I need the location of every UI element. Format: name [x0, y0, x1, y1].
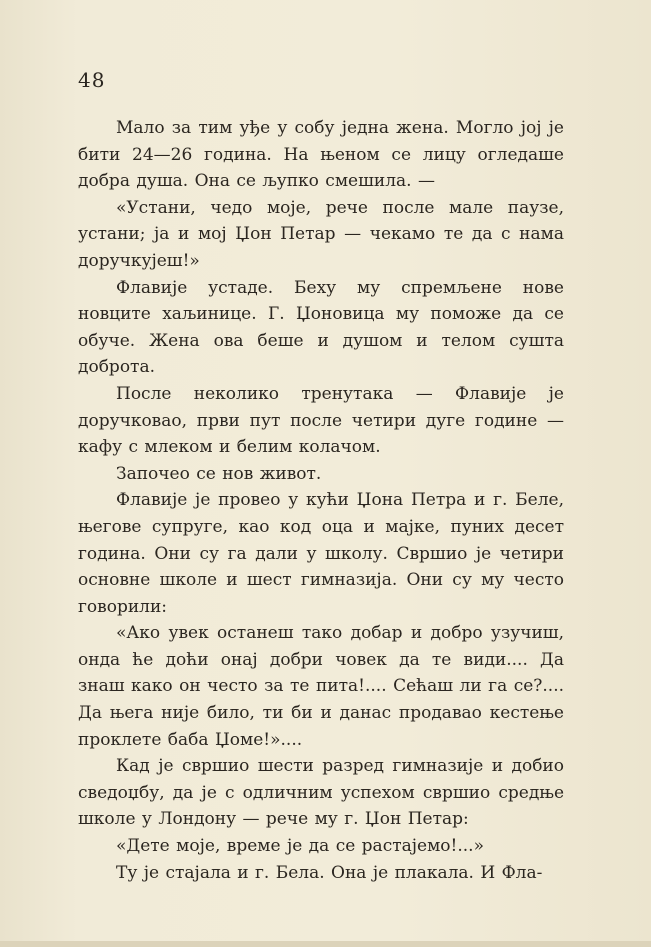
paragraph: Ту је стајала и г. Бела. Она је плакала. И Фла-	[116, 862, 543, 883]
paragraph: «Устани, чедо моје, рече после мале паузе, устани; ја и мој Џон Петар — чекамо те да с нама доручкујеш!»	[78, 197, 564, 271]
paragraph: Кад је свршио шести разред гимназије и добио сведоџбу, да је с одличним успехом свршио средње школе у Лондону — рече му г. Џон Петар:	[78, 756, 564, 830]
paragraph: «Ако увек останеш тако добар и добро узучиш, онда ће доћи онај добри човек да те види.... Да знаш како он често за те пита!.... Сећаш ли га се?.... Да њега није било, ти би и данас продавао кестење проклете баба Џоме!»....	[78, 623, 564, 750]
paragraph: Започео се нов живот.	[116, 463, 322, 484]
paragraph: Флавије је провео у кући Џона Петра и г. Беле, његове супруге, као код оца и мајке, пуних десет година. Они су га дали у школу. Свршио је четири основне школе и шест гимназија. Они су му често говорили:	[78, 490, 564, 617]
paragraph: Флавије устаде. Беху му спремљене нове новците хаљинице. Г. Џоновица му поможе да се обуче. Жена ова беше и душом и телом сушта доброта.	[78, 277, 564, 378]
paragraph: «Дете моје, време је да се растајемо!...»	[116, 836, 484, 857]
page-number: 48	[78, 68, 106, 92]
page-edge	[0, 941, 651, 947]
paragraph: Мало за тим уђе у собу једна жена. Могло јој је бити 24—26 година. На њеном се лицу огледаше добра душа. Она се љупко смешила. —	[78, 118, 564, 192]
paragraph: После неколико тренутака — Флавије је доручковао, први пут после четири дуге године — кафу с млеком и белим колачом.	[78, 383, 564, 458]
body-text	[78, 115, 564, 886]
